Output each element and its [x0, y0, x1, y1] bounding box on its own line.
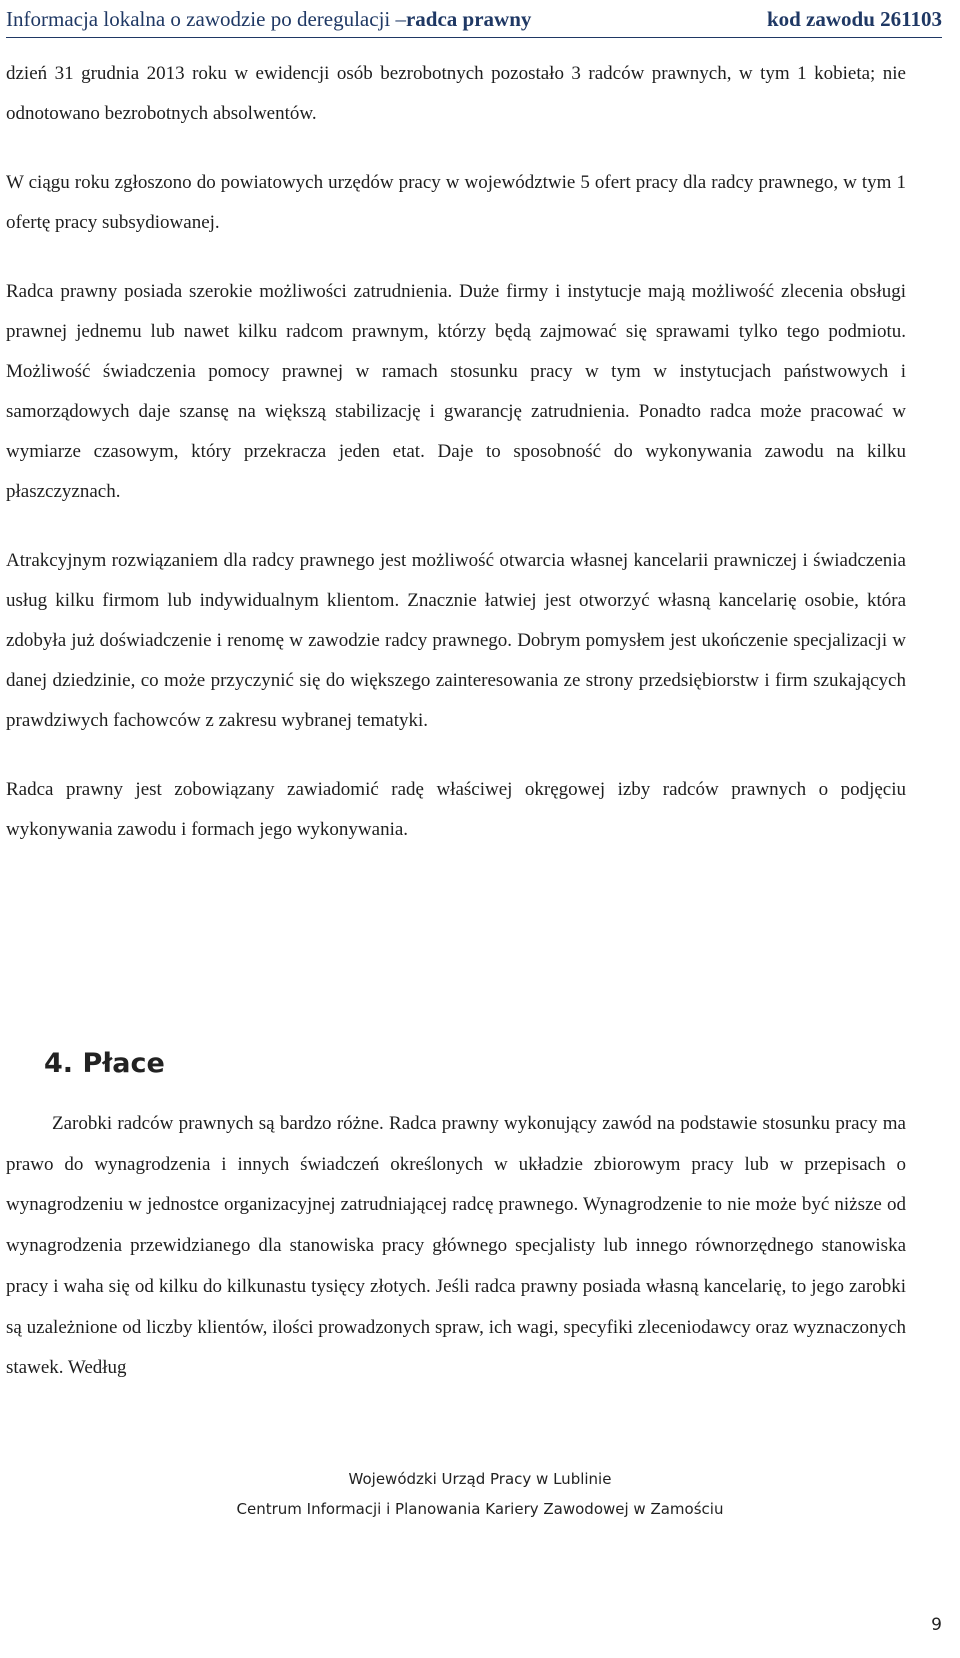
section-heading-wages: 4. Płace — [44, 1048, 165, 1079]
header-occupation: radca prawny — [405, 6, 532, 31]
footer-line-center: Centrum Informacji i Planowania Kariery Zawodowej w Zamościu — [236, 1500, 724, 1518]
paragraph-employment-options: Radca prawny posiada szerokie możliwości zatrudnienia. Duże firmy i instytucje mają możliwość zlecenia obsługi prawnej jednemu lub nawet kilku radcom prawnym, którzy będą zajmować się sprawami tylko tego podmiotu. Możliwość świadczenia pomocy prawnej w ramach stosunku pracy w tym w instytucjach państwowych i samorządowych daje szansę na większą stabilizację i gwarancję zatrudnienia. Ponadto radca może pracować w wymiarze czasowym, który przekracza jeden etat. Daje to sposobność do wykonywania zawodu na kilku płaszczyznach. — [6, 281, 906, 502]
paragraph-notification-duty: Radca prawny jest zobowiązany zawiadomić radę właściwej okręgowej izby radców prawnych o podjęciu wykonywania zawodu i formach jego wykonywania. — [6, 779, 906, 840]
page-header — [6, 2, 942, 36]
page-number: 9 — [931, 1615, 942, 1635]
section-body — [6, 1104, 906, 1389]
header-divider — [6, 37, 942, 38]
footer-line-office: Wojewódzki Urząd Pracy w Lublinie — [348, 1470, 612, 1488]
header-occupation-code: kod zawodu 261103 — [766, 6, 942, 31]
paragraph-own-practice: Atrakcyjnym rozwiązaniem dla radcy prawnego jest możliwość otwarcia własnej kancelarii prawniczej i świadczenia usług kilku firmom lub indywidualnym klientom. Znacznie łatwiej jest otworzyć własną kancelarię osobie, która zdobyła już doświadczenie i renomę w zawodzie radcy prawnego. Dobrym pomysłem jest ukończenie specjalizacji w danej dziedzinie, co może przyczynić się do większego zainteresowania ze strony przedsiębiorstw i firm szukających prawdziwych fachowców z zakresu wybranej tematyki. — [6, 550, 906, 731]
paragraph-wages: Zarobki radców prawnych są bardzo różne. Radca prawny wykonujący zawód na podstawie stosunku pracy ma prawo do wynagrodzenia i innych świadczeń określonych w układzie zbiorowym pracy lub w przepisach o wynagrodzeniu w jednostce organizacyjnej zatrudniającej radcę prawnego. Wynagrodzenie to nie może być niższe od wynagrodzenia przewidzianego dla stanowiska pracy głównego specjalisty lub innego równorzędnego stanowiska pracy i waha się od kilku do kilkunastu tysięcy złotych. Jeśli radca prawny posiada własną kancelarię, to jego zarobki są uzależnione od liczby klientów, ilości prowadzonych spraw, ich wagi, specyfiki zleceniodawcy oraz wyznaczonych stawek. Według — [6, 1113, 906, 1379]
body-text — [6, 54, 906, 879]
header-title-prefix: Informacja lokalna o zawodzie po deregulacji – — [6, 6, 406, 31]
paragraph-unemployment: dzień 31 grudnia 2013 roku w ewidencji osób bezrobotnych pozostało 3 radców prawnych, w tym 1 kobieta; nie odnotowano bezrobotnych absolwentów. — [6, 63, 906, 124]
paragraph-job-offers: W ciągu roku zgłoszono do powiatowych urzędów pracy w województwie 5 ofert pracy dla radcy prawnego, w tym 1 ofertę pracy subsydiowanej. — [6, 172, 906, 233]
